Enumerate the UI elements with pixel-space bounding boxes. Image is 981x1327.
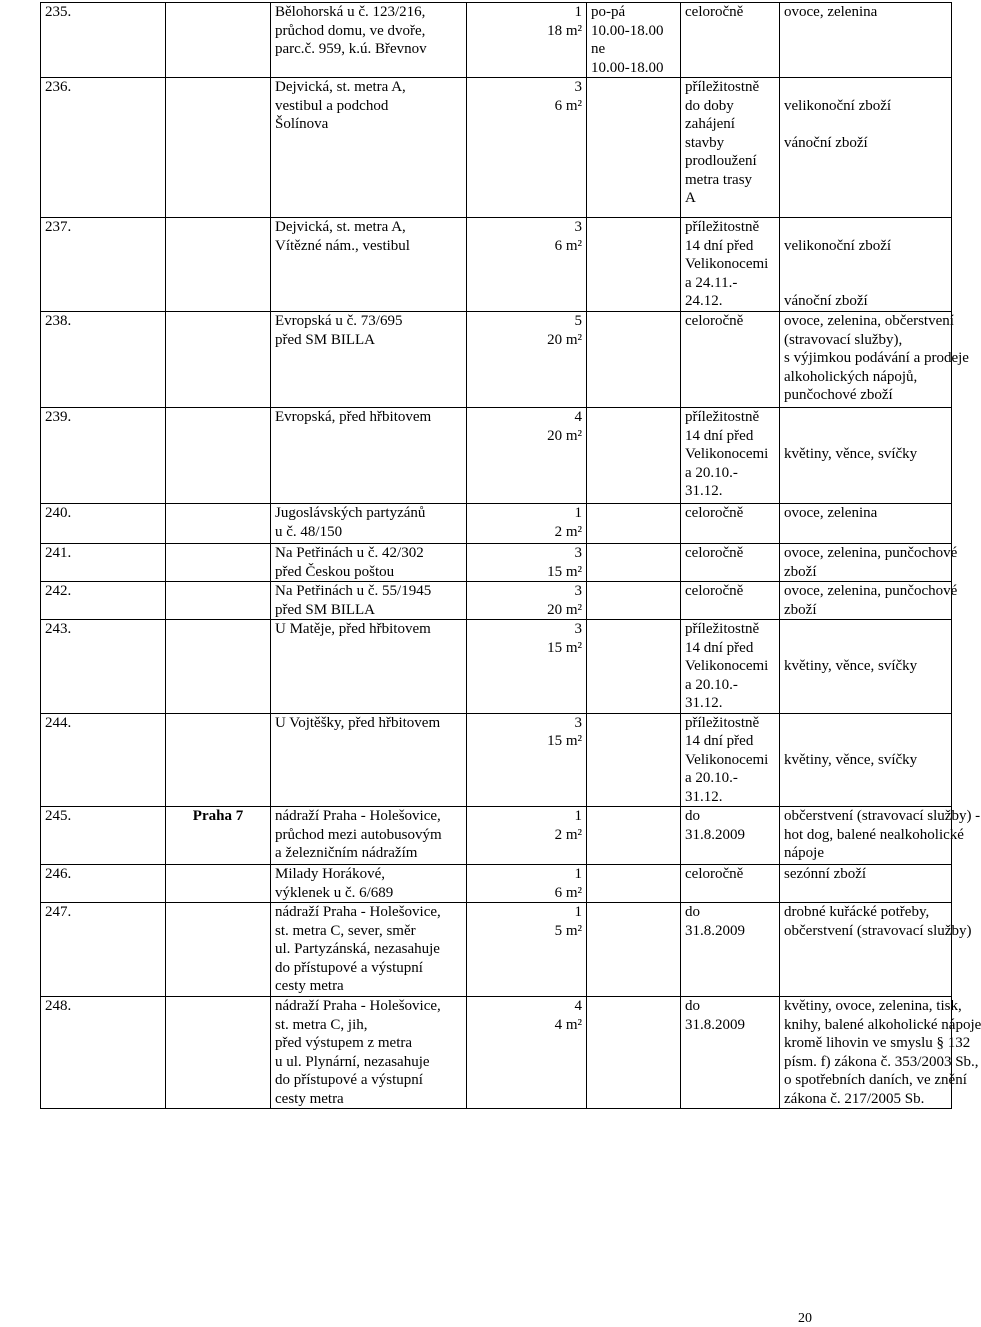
district-cell [166,903,271,997]
location-line: výklenek u č. 6/689 [275,884,394,901]
location-line: Vítězné nám., vestibul [275,237,410,254]
hours-cell [587,582,681,620]
goods-cell [780,408,952,504]
size-cell [467,78,587,218]
row-number-text: 241. [45,545,72,561]
table-row [41,78,952,218]
period-line: Velikonocemi [685,446,769,462]
stand-area: 20 m² [547,601,582,618]
location-line: U Matěje, před hřbitovem [275,621,431,637]
goods-line: květiny, věnce, svíčky [784,658,918,674]
period-line: příležitostně [685,621,760,637]
goods-line: květiny, věnce, svíčky [784,446,918,462]
table-row [41,312,952,408]
location-line: Šolínova [275,116,329,132]
period-cell [681,78,780,218]
location-line: nádraží Praha - Holešovice, [275,904,441,920]
period-line: zahájení [685,116,735,132]
district-text: Praha 7 [192,808,244,824]
hours-cell [587,218,681,312]
row-number-text: 235. [45,4,72,20]
hours-line: 10.00-18.00 [591,59,664,76]
table-row [41,504,952,544]
goods-line: zákona č. 217/2005 Sb. [784,1090,925,1107]
location-line: do přístupové a výstupní [275,959,423,976]
goods-line: květiny, věnce, svíčky [784,751,918,768]
goods-line: ovoce, zelenina, punčochové [784,583,958,599]
location-cell [271,504,467,544]
district-cell [166,78,271,218]
size-cell [467,504,587,544]
goods-line: s výjimkou podávání a prodeje [784,350,969,366]
period-cell [681,807,780,865]
location-cell [271,78,467,218]
period-line: stavby [685,134,725,151]
goods-line [784,115,947,134]
location-cell [271,903,467,997]
period-cell [681,408,780,504]
stand-count: 3 [574,583,582,599]
row-number-text: 236. [45,79,72,95]
table-row [41,865,952,903]
district-cell [166,218,271,312]
period-line: 31.12. [685,483,723,499]
stand-count: 1 [574,505,582,521]
stand-count: 5 [574,313,582,329]
period-line: A [685,190,696,206]
goods-line: velikonoční zboží [784,237,892,254]
period-line: 31.8.2009 [685,826,745,843]
location-line: Dejvická, st. metra A, [275,219,406,235]
district-cell [166,997,271,1109]
period-cell [681,713,780,807]
stand-count: 1 [574,904,582,920]
period-line: 31.12. [685,788,723,805]
goods-line: alkoholických nápojů, [784,368,918,385]
row-number-text: 246. [45,866,72,882]
row-number [41,620,166,714]
period-line: celoročně [685,313,744,329]
hours-line: 10.00-18.00 [591,22,664,39]
size-cell [467,997,587,1109]
row-number-text: 243. [45,621,72,637]
goods-line: knihy, balené alkoholické nápoje [784,1016,981,1033]
goods-line: zboží [784,563,817,580]
period-line: 31.8.2009 [685,922,745,939]
location-cell [271,544,467,582]
district-cell [166,582,271,620]
table-row [41,408,952,504]
period-line: a 20.10.- [685,464,738,481]
stand-area: 15 m² [547,563,582,580]
row-number [41,582,166,620]
location-line: u č. 48/150 [275,523,343,540]
table-row [41,620,952,714]
period-cell [681,903,780,997]
district-cell [166,504,271,544]
row-number [41,3,166,78]
size-cell [467,807,587,865]
district-cell [166,544,271,582]
location-cell [271,582,467,620]
goods-cell [780,218,952,312]
size-cell [467,620,587,714]
location-line: U Vojtěšky, před hřbitovem [275,714,441,731]
period-line: celoročně [685,545,744,561]
row-number-text: 239. [45,409,72,425]
location-line: nádraží Praha - Holešovice, [275,808,441,824]
stand-count: 3 [574,219,582,235]
goods-line: vánoční zboží [784,293,868,309]
page-number: 20 [798,1311,812,1326]
size-cell [467,865,587,903]
goods-line: kromě lihovin ve smyslu § 132 [784,1035,971,1051]
hours-cell [587,903,681,997]
row-number [41,312,166,408]
location-line: Dejvická, st. metra A, [275,79,406,95]
row-number [41,865,166,903]
district-cell [166,865,271,903]
goods-line [784,639,947,658]
row-number [41,713,166,807]
hours-cell [587,504,681,544]
period-line: metra trasy [685,171,753,188]
district-cell [166,3,271,78]
period-line: a 20.10.- [685,770,738,786]
stand-area: 2 m² [554,826,582,843]
table-row [41,713,952,807]
district-cell [166,620,271,714]
period-cell [681,582,780,620]
size-cell [467,3,587,78]
goods-cell [780,713,952,807]
goods-line: sezónní zboží [784,866,867,882]
stand-count: 4 [574,409,582,425]
period-line: Velikonocemi [685,658,769,674]
goods-line [784,78,947,97]
goods-cell [780,807,981,865]
hours-cell [587,865,681,903]
row-number [41,807,166,865]
period-line: celoročně [685,505,744,521]
stand-count: 1 [574,808,582,824]
stand-area: 2 m² [554,523,582,540]
hours-cell [587,78,681,218]
location-line: Jugoslávských partyzánů [275,505,426,521]
row-number-text: 240. [45,505,72,521]
row-number-text: 248. [45,998,72,1014]
goods-cell [780,504,952,544]
location-line: vestibul a podchod [275,97,389,114]
period-line: 24.12. [685,293,723,309]
location-line: u ul. Plynární, nezasahuje [275,1053,430,1070]
goods-cell [780,544,958,582]
stand-area: 6 m² [554,237,582,254]
row-number-text: 245. [45,808,72,824]
period-line: a 20.10.- [685,676,738,693]
period-cell [681,865,780,903]
goods-cell [780,3,952,78]
period-line: příležitostně [685,219,760,235]
location-line: průchod domu, ve dvoře, [275,22,426,39]
period-line: Velikonocemi [685,751,769,768]
hours-cell [587,807,681,865]
period-line: 31.12. [685,695,723,711]
goods-line [784,408,947,427]
stands-table [40,2,981,1109]
location-line: Milady Horákové, [275,866,385,882]
period-line: 31.8.2009 [685,1016,745,1033]
goods-line [784,732,947,751]
hours-cell [587,713,681,807]
goods-line: ovoce, zelenina [784,505,878,521]
row-number [41,544,166,582]
goods-line: (stravovací služby), [784,331,903,348]
goods-line: punčochové zboží [784,387,893,403]
row-number [41,903,166,997]
period-line: celoročně [685,583,744,599]
row-number [41,78,166,218]
location-line: ul. Partyzánská, nezasahuje [275,941,440,957]
size-cell [467,218,587,312]
hours-cell [587,3,681,78]
goods-cell [780,582,958,620]
goods-line [784,714,947,733]
stand-count: 1 [574,4,582,20]
period-cell [681,312,780,408]
period-line: celoročně [685,4,744,20]
district-cell [166,807,271,865]
stand-count: 1 [574,866,582,882]
goods-cell [780,78,952,218]
table-row [41,218,952,312]
goods-line: ovoce, zelenina, punčochové [784,545,958,561]
stand-area: 15 m² [547,639,582,656]
period-line: do [685,808,700,824]
stand-count: 3 [574,79,582,95]
stand-area: 20 m² [547,427,582,444]
size-cell [467,582,587,620]
row-number-text: 247. [45,904,72,920]
row-number [41,408,166,504]
location-line: cesty metra [275,978,344,994]
location-line: do přístupové a výstupní [275,1072,423,1088]
goods-line [784,274,947,293]
period-line: prodloužení [685,153,757,169]
table-row [41,997,952,1109]
location-line: před SM BILLA [275,601,375,618]
size-cell [467,312,587,408]
goods-cell [780,997,981,1109]
size-cell [467,903,587,997]
table-row [41,582,952,620]
location-cell [271,620,467,714]
goods-line [784,620,947,639]
period-cell [681,218,780,312]
period-cell [681,544,780,582]
hours-line: ne [591,41,606,57]
location-line: před SM BILLA [275,331,375,348]
period-line: do [685,998,700,1014]
hours-cell [587,544,681,582]
period-cell [681,3,780,78]
stand-area: 6 m² [554,97,582,114]
location-line: Na Petřinách u č. 55/1945 [275,583,432,599]
goods-line: občerstvení (stravovací služby) [784,922,972,939]
location-cell [271,312,467,408]
location-line: Evropská, před hřbitovem [275,409,432,425]
goods-cell [780,620,952,714]
goods-line [784,218,947,237]
goods-line: o spotřebních daních, ve znění [784,1072,967,1088]
period-line: 14 dní před [685,427,754,444]
table-row [41,903,952,997]
district-cell [166,312,271,408]
stand-count: 3 [574,714,582,731]
stand-area: 15 m² [547,733,582,749]
size-cell [467,408,587,504]
period-cell [681,997,780,1109]
table-row [41,3,952,78]
location-cell [271,218,467,312]
location-line: před výstupem z metra [275,1035,413,1051]
stand-area: 6 m² [554,884,582,901]
location-line: cesty metra [275,1090,344,1107]
location-cell [271,408,467,504]
goods-cell [780,865,952,903]
period-line: 14 dní před [685,733,754,749]
row-number-text: 244. [45,714,72,731]
period-line: příležitostně [685,79,760,95]
goods-line: písm. f) zákona č. 353/2003 Sb., [784,1053,979,1070]
goods-line: zboží [784,601,817,618]
stand-area: 18 m² [547,22,582,39]
location-cell [271,865,467,903]
stand-area: 4 m² [554,1016,582,1033]
period-line: 14 dní před [685,237,754,254]
location-line: parc.č. 959, k.ú. Břevnov [275,41,427,57]
period-line: Velikonocemi [685,256,769,272]
location-cell [271,713,467,807]
period-line: příležitostně [685,409,760,425]
location-cell [271,807,467,865]
location-line: nádraží Praha - Holešovice, [275,998,441,1014]
hours-cell [587,997,681,1109]
goods-line [784,427,947,446]
goods-line: velikonoční zboží [784,97,892,114]
location-line: před Českou poštou [275,563,395,580]
location-line: Bělohorská u č. 123/216, [275,4,426,20]
goods-line: hot dog, balené nealkoholické [784,826,964,843]
size-cell [467,713,587,807]
hours-line: po-pá [591,4,626,20]
location-cell [271,997,467,1109]
row-number-text: 237. [45,219,72,235]
goods-line: ovoce, zelenina, občerstvení [784,313,954,329]
period-line: a 24.11.- [685,274,738,291]
period-cell [681,620,780,714]
row-number-text: 238. [45,313,72,329]
stand-count: 4 [574,998,582,1014]
location-line: průchod mezi autobusovým [275,826,442,843]
period-line: do [685,904,700,920]
goods-line: nápoje [784,845,824,861]
period-cell [681,504,780,544]
district-cell [166,408,271,504]
location-line: st. metra C, jih, [275,1016,368,1033]
location-line: st. metra C, sever, směr [275,922,416,939]
district-cell [166,713,271,807]
period-line: celoročně [685,866,744,882]
table-body [41,3,981,1109]
location-line: Na Petřinách u č. 42/302 [275,545,424,561]
location-line: Evropská u č. 73/695 [275,313,403,329]
goods-cell [780,312,969,408]
location-cell [271,3,467,78]
period-line: 14 dní před [685,639,754,656]
row-number [41,504,166,544]
hours-cell [587,312,681,408]
period-line: do doby [685,97,734,114]
row-number [41,218,166,312]
goods-line: vánoční zboží [784,134,868,151]
stand-count: 3 [574,621,582,637]
period-line: příležitostně [685,714,760,731]
row-number-text: 242. [45,583,72,599]
stand-area: 20 m² [547,331,582,348]
goods-line [784,255,947,274]
goods-cell [780,903,972,997]
goods-line: občerstvení (stravovací služby) - [784,808,981,824]
hours-cell [587,620,681,714]
stand-area: 5 m² [554,922,582,939]
size-cell [467,544,587,582]
table-row [41,544,952,582]
table-row [41,807,952,865]
location-line: a železničním nádražím [275,845,418,861]
row-number [41,997,166,1109]
goods-line: drobné kuřácké potřeby, [784,904,930,920]
stand-count: 3 [574,545,582,561]
goods-line: květiny, ovoce, zelenina, tisk, [784,998,962,1014]
hours-cell [587,408,681,504]
goods-line: ovoce, zelenina [784,4,878,20]
